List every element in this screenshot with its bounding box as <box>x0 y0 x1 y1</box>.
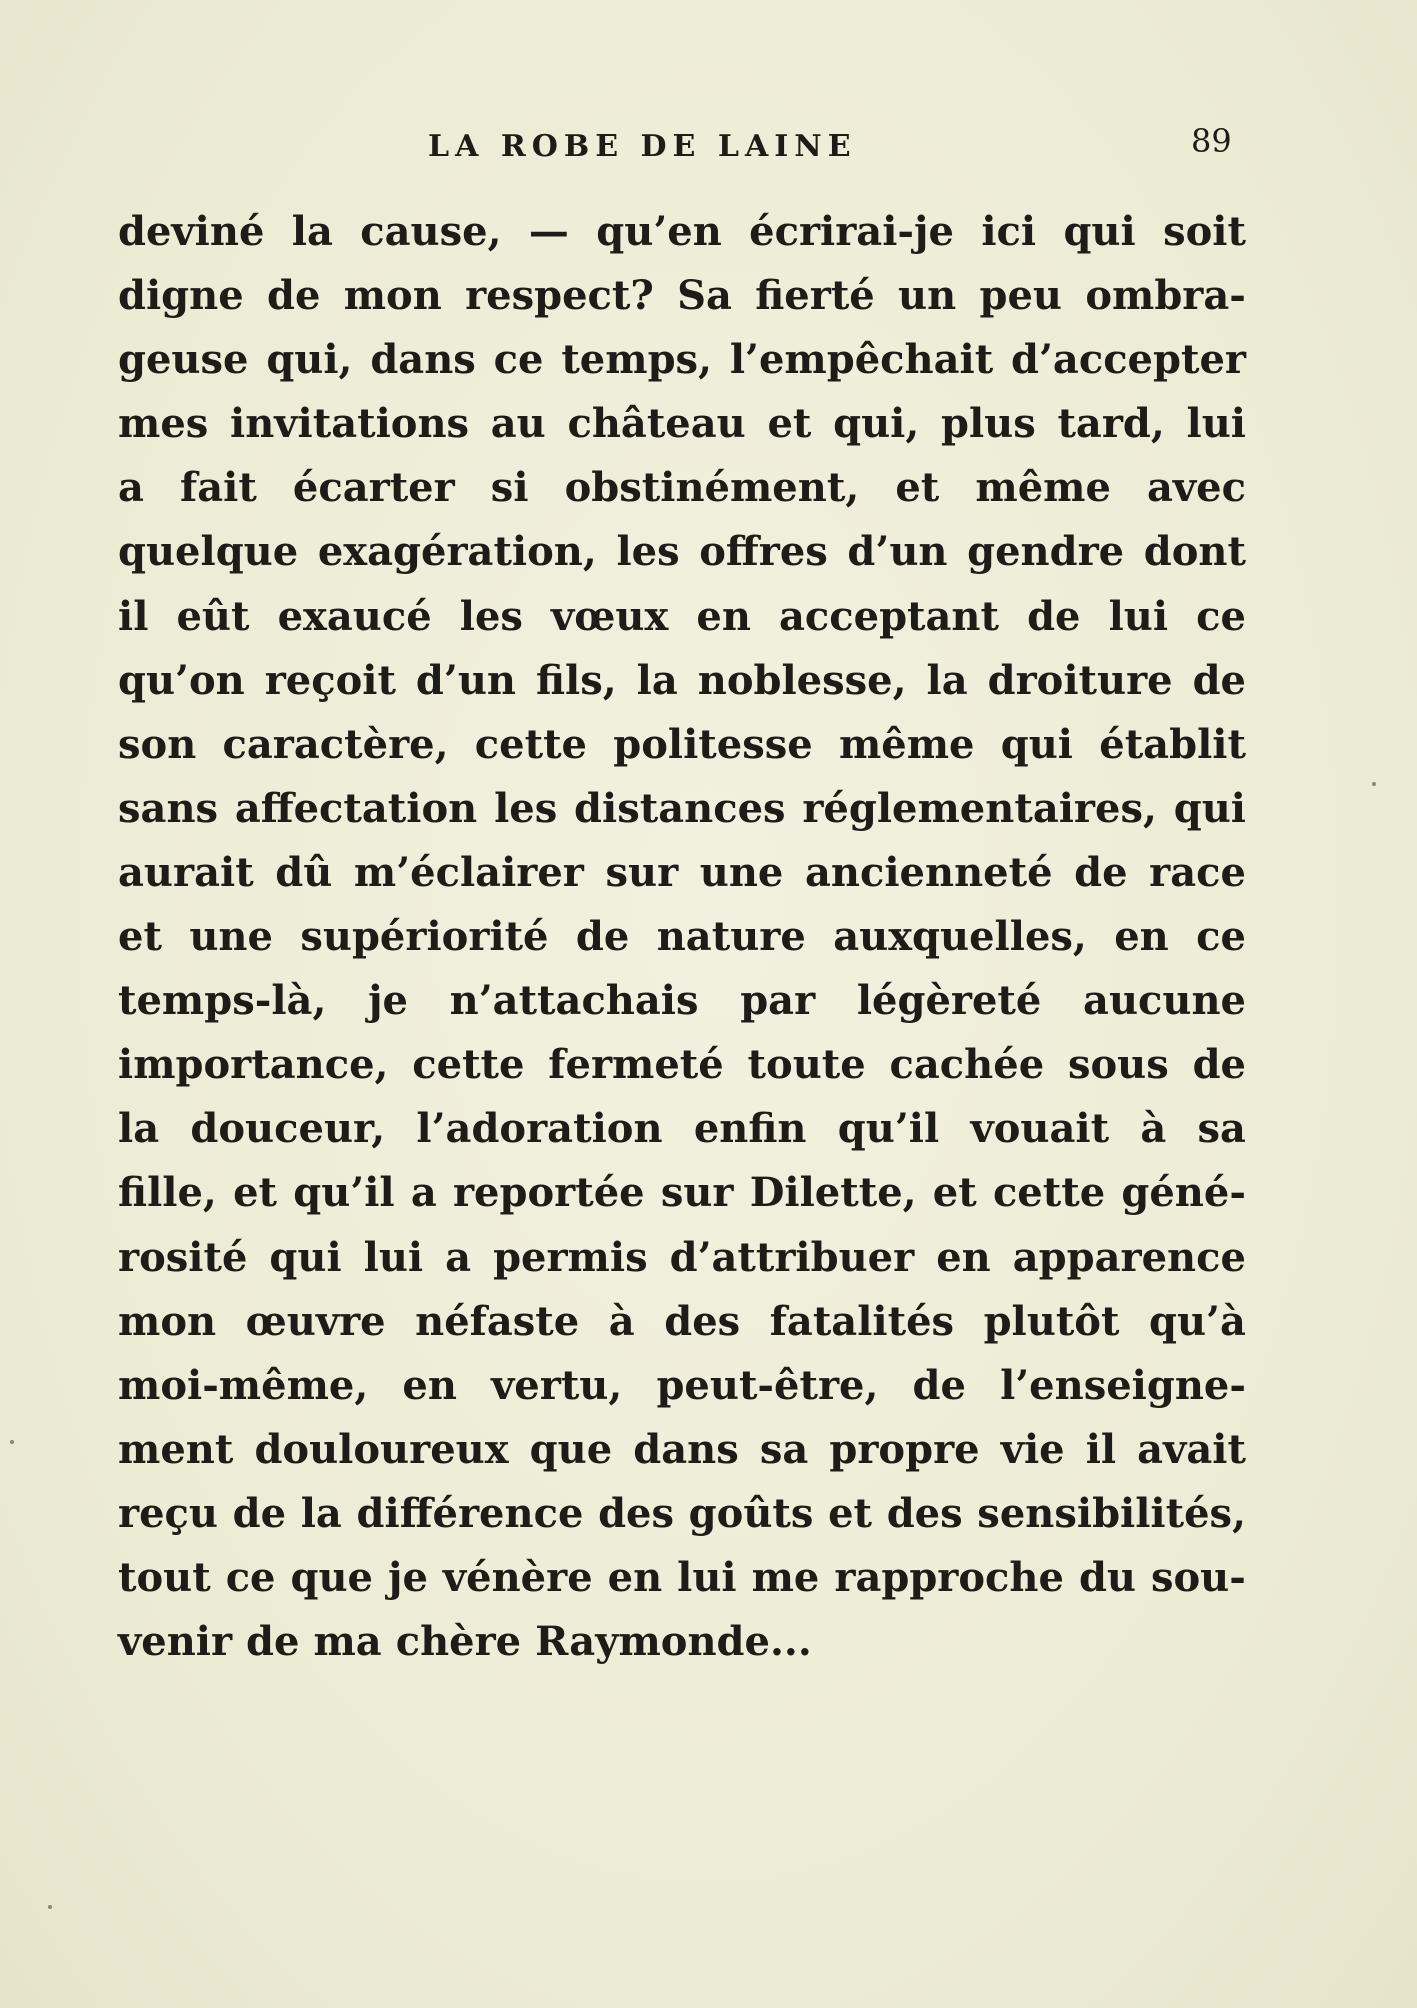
word: il <box>1085 1425 1117 1473</box>
word: importance, <box>118 1041 389 1089</box>
word: — <box>528 208 569 255</box>
word: eût <box>176 592 250 640</box>
word: géné- <box>1121 1169 1246 1217</box>
word: ancienneté <box>804 848 1053 896</box>
word: fierté <box>755 272 875 320</box>
word: des <box>598 1489 674 1537</box>
word: reçoit <box>264 656 396 704</box>
word: même <box>838 720 975 768</box>
word: et <box>118 913 162 961</box>
text-line <box>118 200 1246 264</box>
word: de <box>912 1361 966 1409</box>
word: plus <box>940 400 1036 448</box>
word: écrirai-je <box>749 208 954 255</box>
word: geuse <box>118 336 249 384</box>
word: respect? <box>465 272 654 320</box>
running-head <box>0 122 1417 172</box>
paper-speck <box>10 1440 14 1444</box>
word: une <box>699 848 784 896</box>
word: au <box>490 400 546 448</box>
text-line <box>118 1546 1246 1610</box>
word: la <box>300 1489 342 1537</box>
text-line <box>118 1161 1246 1225</box>
word: reportée <box>452 1169 645 1217</box>
text-line <box>118 1610 1246 1674</box>
text-line <box>118 585 1246 649</box>
word: lui <box>363 1233 424 1281</box>
word: ici <box>981 208 1037 255</box>
word: deviné <box>118 208 265 255</box>
word: d’accepter <box>1011 336 1246 384</box>
word: en <box>402 1361 457 1409</box>
word: lui <box>677 1553 737 1601</box>
word: et <box>828 1489 873 1537</box>
text-line <box>118 264 1246 328</box>
word: ce <box>1196 592 1246 640</box>
word: et <box>767 400 812 448</box>
word: néfaste <box>415 1297 580 1345</box>
word: en <box>936 1233 991 1281</box>
word: temps, <box>561 336 712 384</box>
word: la <box>291 208 333 255</box>
text-line <box>118 841 1246 905</box>
word: une <box>189 913 273 961</box>
word: en <box>1114 913 1169 961</box>
word: gendre <box>967 528 1125 576</box>
word: noblesse, <box>697 656 907 704</box>
word: fils, <box>535 656 617 704</box>
text-line <box>118 905 1246 969</box>
word: mon <box>343 272 442 320</box>
word: cette <box>412 1041 525 1089</box>
word: de <box>1074 848 1128 896</box>
word: sa <box>1197 1105 1246 1153</box>
word: caractère, <box>222 720 449 768</box>
text-line <box>118 1033 1246 1097</box>
word: l’adoration <box>416 1105 663 1153</box>
word: a <box>445 1233 472 1281</box>
word: vertu, <box>491 1361 623 1409</box>
word: de <box>266 272 321 320</box>
word: chère <box>395 1618 522 1666</box>
text-line <box>118 1097 1246 1161</box>
word: les <box>616 528 680 576</box>
word: dans <box>370 336 476 384</box>
paper-speck <box>1372 782 1376 786</box>
word: goûts <box>688 1489 814 1537</box>
word: droiture <box>987 656 1173 704</box>
word: de <box>232 1489 287 1537</box>
word: sou- <box>1150 1553 1246 1601</box>
word: ma <box>313 1618 382 1666</box>
word: qui <box>1000 720 1073 768</box>
paper-speck <box>48 1905 52 1909</box>
word: établit <box>1099 720 1246 768</box>
word: de <box>1027 592 1081 640</box>
word: il <box>118 592 149 640</box>
word: ce <box>225 1553 276 1601</box>
word: sa <box>759 1425 809 1473</box>
word: venir <box>118 1618 233 1666</box>
word: qu’on <box>118 656 245 704</box>
word: distances <box>574 784 786 832</box>
word: exaucé <box>277 592 432 640</box>
word: que <box>290 1553 373 1601</box>
word: légèreté <box>856 977 1042 1025</box>
word: Dilette, <box>749 1169 917 1217</box>
word: qu’il <box>293 1169 395 1217</box>
word: la <box>118 1105 160 1153</box>
word: qui, <box>833 400 920 448</box>
word: temps-là, <box>118 977 327 1025</box>
word: je <box>368 977 408 1025</box>
word: d’un <box>415 656 516 704</box>
word: qui <box>1063 208 1136 255</box>
text-line <box>118 1482 1246 1546</box>
text-line <box>118 649 1246 713</box>
word: cachée <box>889 1041 1045 1089</box>
word: a <box>410 1169 437 1217</box>
word: à <box>608 1297 635 1345</box>
word: de <box>1192 1041 1246 1089</box>
text-line <box>118 713 1246 777</box>
word: quelque <box>118 528 299 576</box>
word: qui, <box>266 336 353 384</box>
word: ce <box>1196 913 1246 961</box>
word: sur <box>605 848 679 896</box>
word: vœux <box>551 592 669 640</box>
page-number: 89 <box>1191 122 1232 160</box>
word: affectation <box>234 784 478 832</box>
word: en <box>607 1553 663 1601</box>
word: sous <box>1067 1041 1169 1089</box>
word: tout <box>118 1553 211 1601</box>
word: avec <box>1147 464 1246 512</box>
word: politesse <box>613 720 813 768</box>
text-line <box>118 1354 1246 1418</box>
word: d’attribuer <box>669 1233 915 1281</box>
word: œuvre <box>245 1297 386 1345</box>
word: ombra- <box>1085 272 1246 320</box>
word: château <box>567 400 746 448</box>
body-text <box>118 200 1246 1674</box>
word: vouait <box>970 1105 1110 1153</box>
word: dans <box>633 1425 739 1473</box>
word: l’empêchait <box>729 336 994 384</box>
word: cause, <box>360 208 502 255</box>
word: d’un <box>847 528 948 576</box>
text-line <box>118 1290 1246 1354</box>
word: qui <box>269 1233 342 1281</box>
word: douceur, <box>190 1105 386 1153</box>
word: Raymonde... <box>535 1618 812 1666</box>
word: acceptant <box>778 592 999 640</box>
word: des <box>664 1297 741 1345</box>
word: la <box>926 656 968 704</box>
word: des <box>886 1489 963 1537</box>
word: un <box>898 272 957 320</box>
word: offres <box>699 528 828 576</box>
word: mes <box>118 400 209 448</box>
word: écarter <box>292 464 455 512</box>
word: me <box>751 1553 820 1601</box>
word: plutôt <box>983 1297 1120 1345</box>
word: de <box>575 913 630 961</box>
word: sur <box>660 1169 734 1217</box>
word: et <box>895 464 940 512</box>
word: réglementaires, <box>802 784 1157 832</box>
word: et <box>233 1169 278 1217</box>
word: qu’il <box>837 1105 940 1153</box>
word: propre <box>829 1425 980 1473</box>
running-title: LA ROBE DE LAINE <box>428 129 857 164</box>
word: de <box>1192 656 1246 704</box>
word: aucune <box>1083 977 1246 1025</box>
text-line <box>118 969 1246 1033</box>
word: lui <box>1108 592 1169 640</box>
text-line <box>118 520 1246 584</box>
word: sensibilités, <box>977 1489 1246 1537</box>
word: fille, <box>118 1169 217 1217</box>
word: cette <box>474 720 587 768</box>
word: différence <box>356 1489 584 1537</box>
word: peu <box>979 272 1063 320</box>
word: cette <box>992 1169 1106 1217</box>
word: que <box>529 1425 613 1473</box>
word: exagération, <box>317 528 597 576</box>
word: moi-même, <box>118 1361 369 1409</box>
word: qu’à <box>1149 1297 1246 1345</box>
word: vie <box>1000 1425 1065 1473</box>
word: son <box>118 720 197 768</box>
word: fermeté <box>548 1041 724 1089</box>
word: supériorité <box>300 913 549 961</box>
word: n’attachais <box>449 977 699 1025</box>
word: même <box>975 464 1111 512</box>
word: à <box>1140 1105 1167 1153</box>
word: a <box>118 464 144 512</box>
text-line <box>118 456 1246 520</box>
word: de <box>246 1618 300 1666</box>
word: soit <box>1163 208 1246 255</box>
word: enfin <box>693 1105 807 1153</box>
word: les <box>494 784 558 832</box>
word: les <box>459 592 523 640</box>
word: la <box>636 656 678 704</box>
word: vénère <box>442 1553 593 1601</box>
word: obstinément, <box>564 464 860 512</box>
word: permis <box>493 1233 648 1281</box>
word: en <box>696 592 751 640</box>
text-line <box>118 777 1246 841</box>
word: lui <box>1186 400 1246 448</box>
word: aurait <box>118 848 254 896</box>
word: dont <box>1143 528 1246 576</box>
text-line <box>118 1418 1246 1482</box>
word: rapproche <box>834 1553 1064 1601</box>
word: et <box>932 1169 977 1217</box>
word: l’enseigne- <box>1000 1361 1246 1409</box>
word: par <box>740 977 816 1025</box>
word: si <box>490 464 529 512</box>
word: nature <box>656 913 806 961</box>
word: ce <box>493 336 544 384</box>
word: sans <box>118 784 219 832</box>
word: toute <box>747 1041 866 1089</box>
word: digne <box>118 272 244 320</box>
text-line <box>118 1226 1246 1290</box>
word: tard, <box>1057 400 1165 448</box>
word: race <box>1149 848 1246 896</box>
text-line <box>118 328 1246 392</box>
text-line <box>118 392 1246 456</box>
word: invitations <box>230 400 470 448</box>
word: dû <box>275 848 333 896</box>
word: fatalités <box>769 1297 955 1345</box>
word: je <box>387 1553 428 1601</box>
word: avait <box>1137 1425 1246 1473</box>
word: douloureux <box>254 1425 509 1473</box>
word: qui <box>1173 784 1246 832</box>
word: reçu <box>118 1489 218 1537</box>
word: m’éclairer <box>353 848 584 896</box>
word: peut-être, <box>656 1361 879 1409</box>
word: mon <box>118 1297 217 1345</box>
word: Sa <box>677 272 732 320</box>
word: rosité <box>118 1233 248 1281</box>
word: ment <box>118 1425 234 1473</box>
word: qu’en <box>596 208 722 255</box>
word: fait <box>180 464 257 512</box>
word: du <box>1078 1553 1136 1601</box>
word: apparence <box>1012 1233 1246 1281</box>
word: auxquelles, <box>833 913 1087 961</box>
